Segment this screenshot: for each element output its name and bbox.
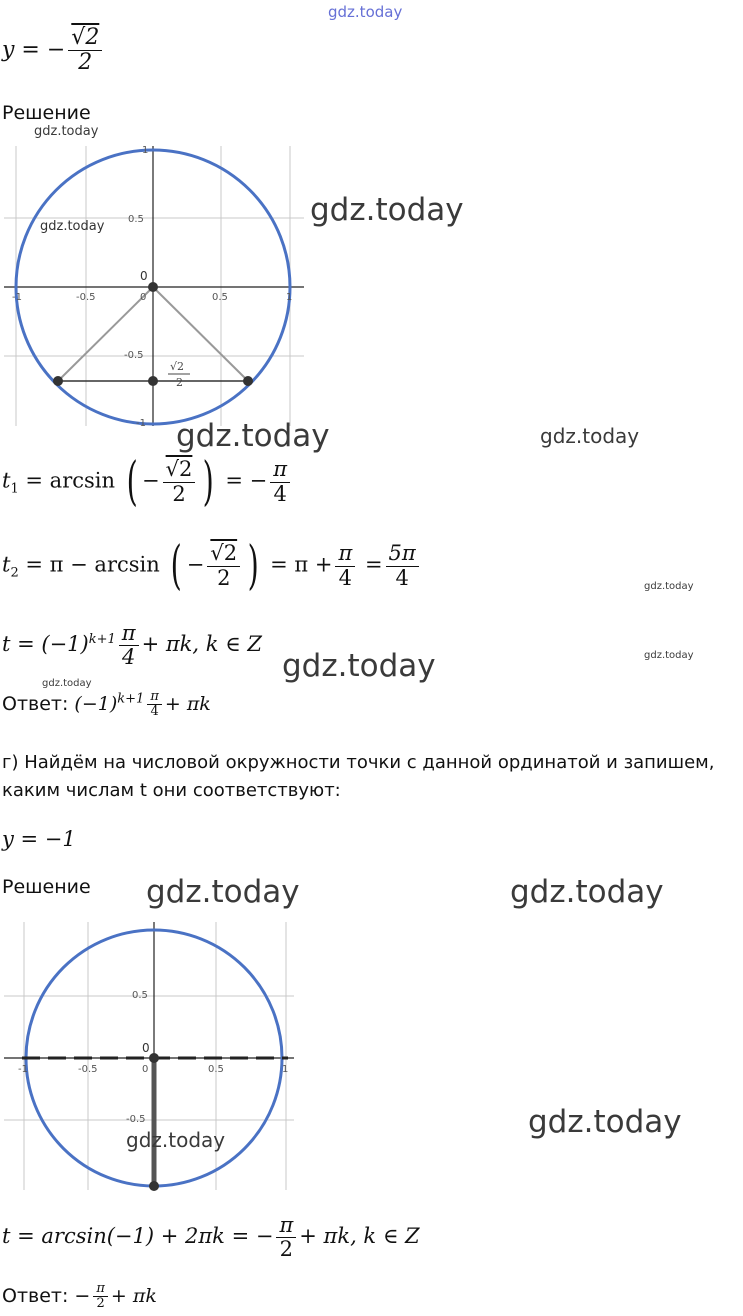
solution-label-g: Решение [2,876,91,898]
radius-left [58,287,153,381]
answer-g: Ответ: − $\frac{\pi}{2}$ + πk [2,1281,157,1312]
watermark: gdz.today [528,1104,682,1140]
tick-label: 0 [140,292,147,303]
top-watermark: gdz.today [328,3,403,21]
watermark: gdz.today [42,678,92,689]
watermark: gdz.today [126,1128,226,1152]
answer-v: Ответ: $(-1)^{k+1}$ $\frac{\pi}{4}$ + πk [2,689,211,720]
tick-label: -0.5 [126,1114,146,1125]
tick-label: 0 [142,1064,149,1075]
origin-label: 0 [140,269,148,283]
tick-label: 0.5 [208,1064,224,1075]
watermark: gdz.today [510,874,664,910]
tick-label: 0.5 [132,990,148,1001]
origin-label: 0 [142,1041,150,1055]
point-right [243,376,253,386]
point-left [53,376,63,386]
tick-label: 0.5 [212,292,228,303]
point-origin [148,282,158,292]
tick-label: -0.5 [78,1064,98,1075]
equation-y-minus-one: y = −1 [2,827,76,851]
tick-label: -1 [18,1064,28,1075]
tick-label: -1 [12,292,22,303]
point-mid [148,376,158,386]
watermark: gdz.today [34,124,99,139]
watermark: gdz.today [644,581,694,592]
radius-right [153,287,248,381]
tick-label: 1 [282,1064,289,1075]
part-g-intro-line1: г) Найдём на числовой окружности точки с данной ординатой и запишем, [2,752,715,773]
equation-t-final: t = arcsin(−1) + 2πk = − $\frac{\pi}{2}$ + πk, k ∈ Z [2,1213,420,1262]
watermark: gdz.today [40,219,105,234]
point-bottom [149,1181,159,1191]
watermark: gdz.today [176,418,330,454]
point-origin [149,1053,159,1063]
watermark: gdz.today [644,650,694,661]
unit-circle-graph-1 [4,146,306,428]
watermark: gdz.today [146,874,300,910]
tick-label: 1 [286,292,293,303]
tick-label: -1 [136,418,146,428]
watermark: gdz.today [310,192,464,228]
tick-label: -0.5 [76,292,96,303]
equation-general: $t = (-1)^{k+1}$ $\frac{\pi}{4}$ + πk, k ∈ Z [2,621,262,670]
watermark: gdz.today [540,424,640,448]
point-label-den: 2 [176,376,183,389]
equation-t2: $t_2 = \pi - \arcsin$ ( − $\frac{√2}{2}$ ) = π + $\frac{\pi}{4}$ = $\frac{5\pi}{4}$ [2,540,422,592]
tick-label: -0.5 [124,350,144,361]
point-label-num: √2 [170,360,185,373]
watermark: gdz.today [282,648,436,684]
tick-label: 1 [142,146,149,156]
equation-y-value: y = − $\frac{√2}{2}$ [2,26,105,75]
tick-label: 0.5 [128,214,144,225]
part-g-intro-line2: каким числам t они соответствуют: [2,780,341,801]
solution-label: Решение [2,102,91,124]
equation-t1: $t_1 = \arcsin$ ( − $\frac{√2}{2}$ ) = − $\frac{\pi}{4}$ [2,456,293,508]
